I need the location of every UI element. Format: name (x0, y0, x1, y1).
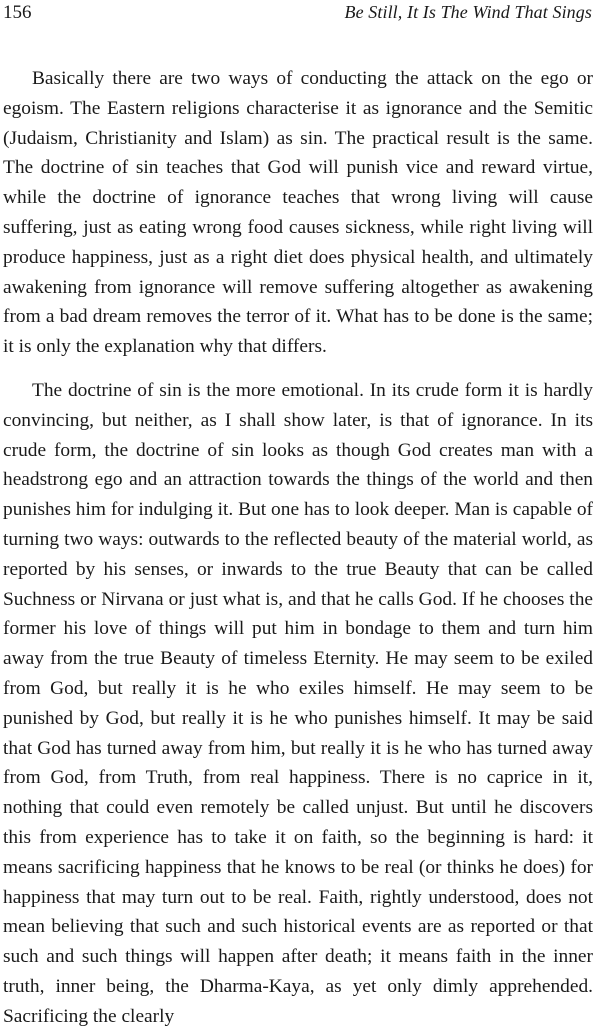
paragraph-1: Basically there are two ways of conducting the attack on the ego or egoism. The Eastern religions characterise it as ignorance and the Semitic (Judaism, Christianity and Islam) as sin. The practical result is the same. The doctrine of sin teaches that God will punish vice and reward virtue, while the doctrine of ignorance teaches that wrong living will cause suffering, just as eating wrong food causes sickness, while right living will produce happiness, just as a right diet does physical health, and ultimately awakening from ignorance will remove suffering altogether as awakening from a bad dream removes the terror of it. What has to be done is the same; it is only the explanation why that differs. (3, 68, 593, 358)
running-header (3, 2, 592, 26)
book-title-header: Be Still, It Is The Wind That Sings (344, 2, 592, 22)
body-text (3, 64, 593, 1032)
paragraph-2: The doctrine of sin is the more emotional. In its crude form it is hardly convincing, but neither, as I shall show later, is that of ignorance. In its crude form, the doctrine of sin looks as though God creates man with a headstrong ego and an attraction towards the things of the world and then punishes him for indulging it. But one has to look deeper. Man is capable of turning two ways: outwards to the reflected beauty of the material world, as reported by his senses, or inwards to the true Beauty that can be called Suchness or Nirvana or just what is, and that he calls God. If he chooses the former his love of things will put him in bondage to them and turn him away from the true Beauty of timeless Eternity. He may seem to be exiled from God, but really it is he who exiles himself. He may seem to be punished by God, but really it is he who punishes himself. It may be said that God has turned away from him, but really it is he who has turned away from God, from Truth, from real happiness. There is no caprice in it, nothing that could even remotely be called unjust. But until he discovers this from experience has to take it on faith, so the beginning is hard: it means sacrificing happiness that he knows to be real (or thinks he does) for happiness that may turn out to be real. Faith, rightly understood, does not mean believing that such and such historical events are as reported or that such and such things will happen after death; it means faith in the inner truth, inner being, the Dharma-Kaya, as yet only dimly apprehended. Sacrificing the clearly (3, 379, 593, 1027)
page-number: 156 (3, 2, 32, 23)
